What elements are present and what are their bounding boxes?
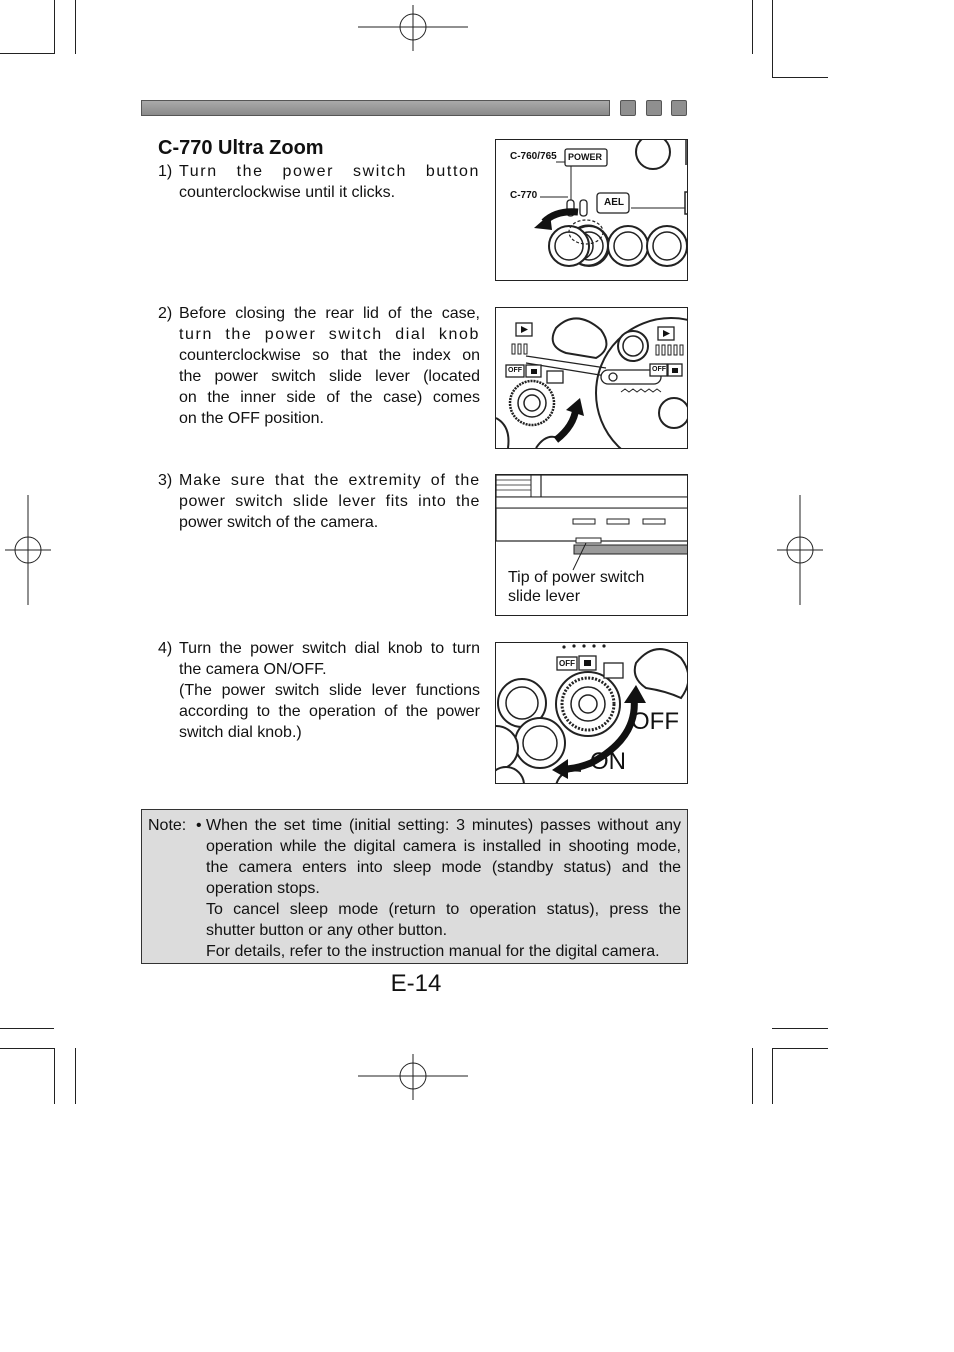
figure-dial-knob — [495, 307, 688, 449]
note-text — [206, 815, 681, 962]
step-line: Turn the power switch dial knob to turn — [179, 640, 480, 657]
section-title: C-770 Ultra Zoom — [158, 137, 324, 159]
note-line: To cancel sleep mode (return to operation status), press the — [206, 901, 681, 918]
header-square — [671, 100, 687, 116]
label-power: POWER — [568, 152, 603, 162]
figure-on-off — [495, 642, 688, 784]
step-line: turn the power switch dial knob — [179, 326, 480, 343]
label-off-a: OFF — [508, 367, 522, 374]
registration-mark-left — [5, 495, 51, 605]
step-3 — [158, 470, 480, 533]
step-line: (The power switch slide lever functions — [179, 682, 480, 699]
caption-line-2: slide lever — [508, 588, 581, 605]
step-line: Make sure that the extremity of the — [179, 472, 480, 489]
step-2 — [158, 303, 480, 429]
step-line: counterclockwise until it clicks. — [179, 184, 396, 201]
step-number: 3) — [158, 472, 173, 489]
step-line: the power switch slide lever (located — [179, 368, 480, 385]
label-off-small: OFF — [559, 659, 575, 668]
step-line: on the inner side of the case) comes — [179, 389, 480, 406]
step-number: 1) — [158, 163, 173, 180]
note-line: For details, refer to the instruction manual for the digital camera. — [206, 943, 660, 960]
note-line: operation while the digital camera is installed in shooting mode, — [206, 838, 681, 855]
registration-mark-top — [358, 5, 468, 51]
header-square — [620, 100, 636, 116]
header-bar — [141, 100, 610, 116]
note-line: When the set time (initial setting: 3 minutes) passes without any — [206, 817, 681, 834]
step-line: Turn the power switch button — [179, 163, 480, 180]
note-line: shutter button or any other button. — [206, 922, 448, 939]
header-square — [646, 100, 662, 116]
label-off-b: OFF — [652, 366, 666, 373]
step-number: 2) — [158, 305, 173, 322]
step-line: Before closing the rear lid of the case, — [179, 305, 480, 322]
page-number: E-14 — [390, 970, 442, 997]
registration-mark-bottom — [358, 1054, 468, 1100]
step-line: power switch of the camera. — [179, 514, 379, 531]
note-line: the camera enters into sleep mode (standby status) and the — [206, 859, 681, 876]
step-number: 4) — [158, 640, 173, 657]
note-box — [141, 809, 688, 964]
registration-mark-right — [777, 495, 823, 605]
label-model-b: C-770 — [510, 190, 538, 201]
step-line: switch dial knob.) — [179, 724, 302, 741]
step-line: counterclockwise so that the index on — [179, 347, 480, 364]
note-line: operation stops. — [206, 880, 320, 897]
step-4 — [158, 638, 480, 743]
caption-line-1: Tip of power switch — [508, 569, 645, 586]
step-line: on the OFF position. — [179, 410, 324, 427]
note-bullet: • — [196, 817, 202, 834]
step-line: the camera ON/OFF. — [179, 661, 327, 678]
dial-knob-illustration — [496, 308, 688, 449]
figure-slide-lever — [495, 474, 688, 616]
step-1 — [158, 161, 480, 203]
label-model-a: C-760/765 — [510, 151, 557, 162]
step-line: power switch slide lever fits into the — [179, 493, 480, 510]
step-line: according to the operation of the power — [179, 703, 480, 720]
figure-power-button — [495, 139, 688, 281]
label-off-big: OFF — [631, 708, 679, 735]
note-label: Note: — [148, 817, 187, 834]
label-on-big: ON — [590, 748, 626, 775]
label-ael: AEL — [604, 197, 624, 208]
